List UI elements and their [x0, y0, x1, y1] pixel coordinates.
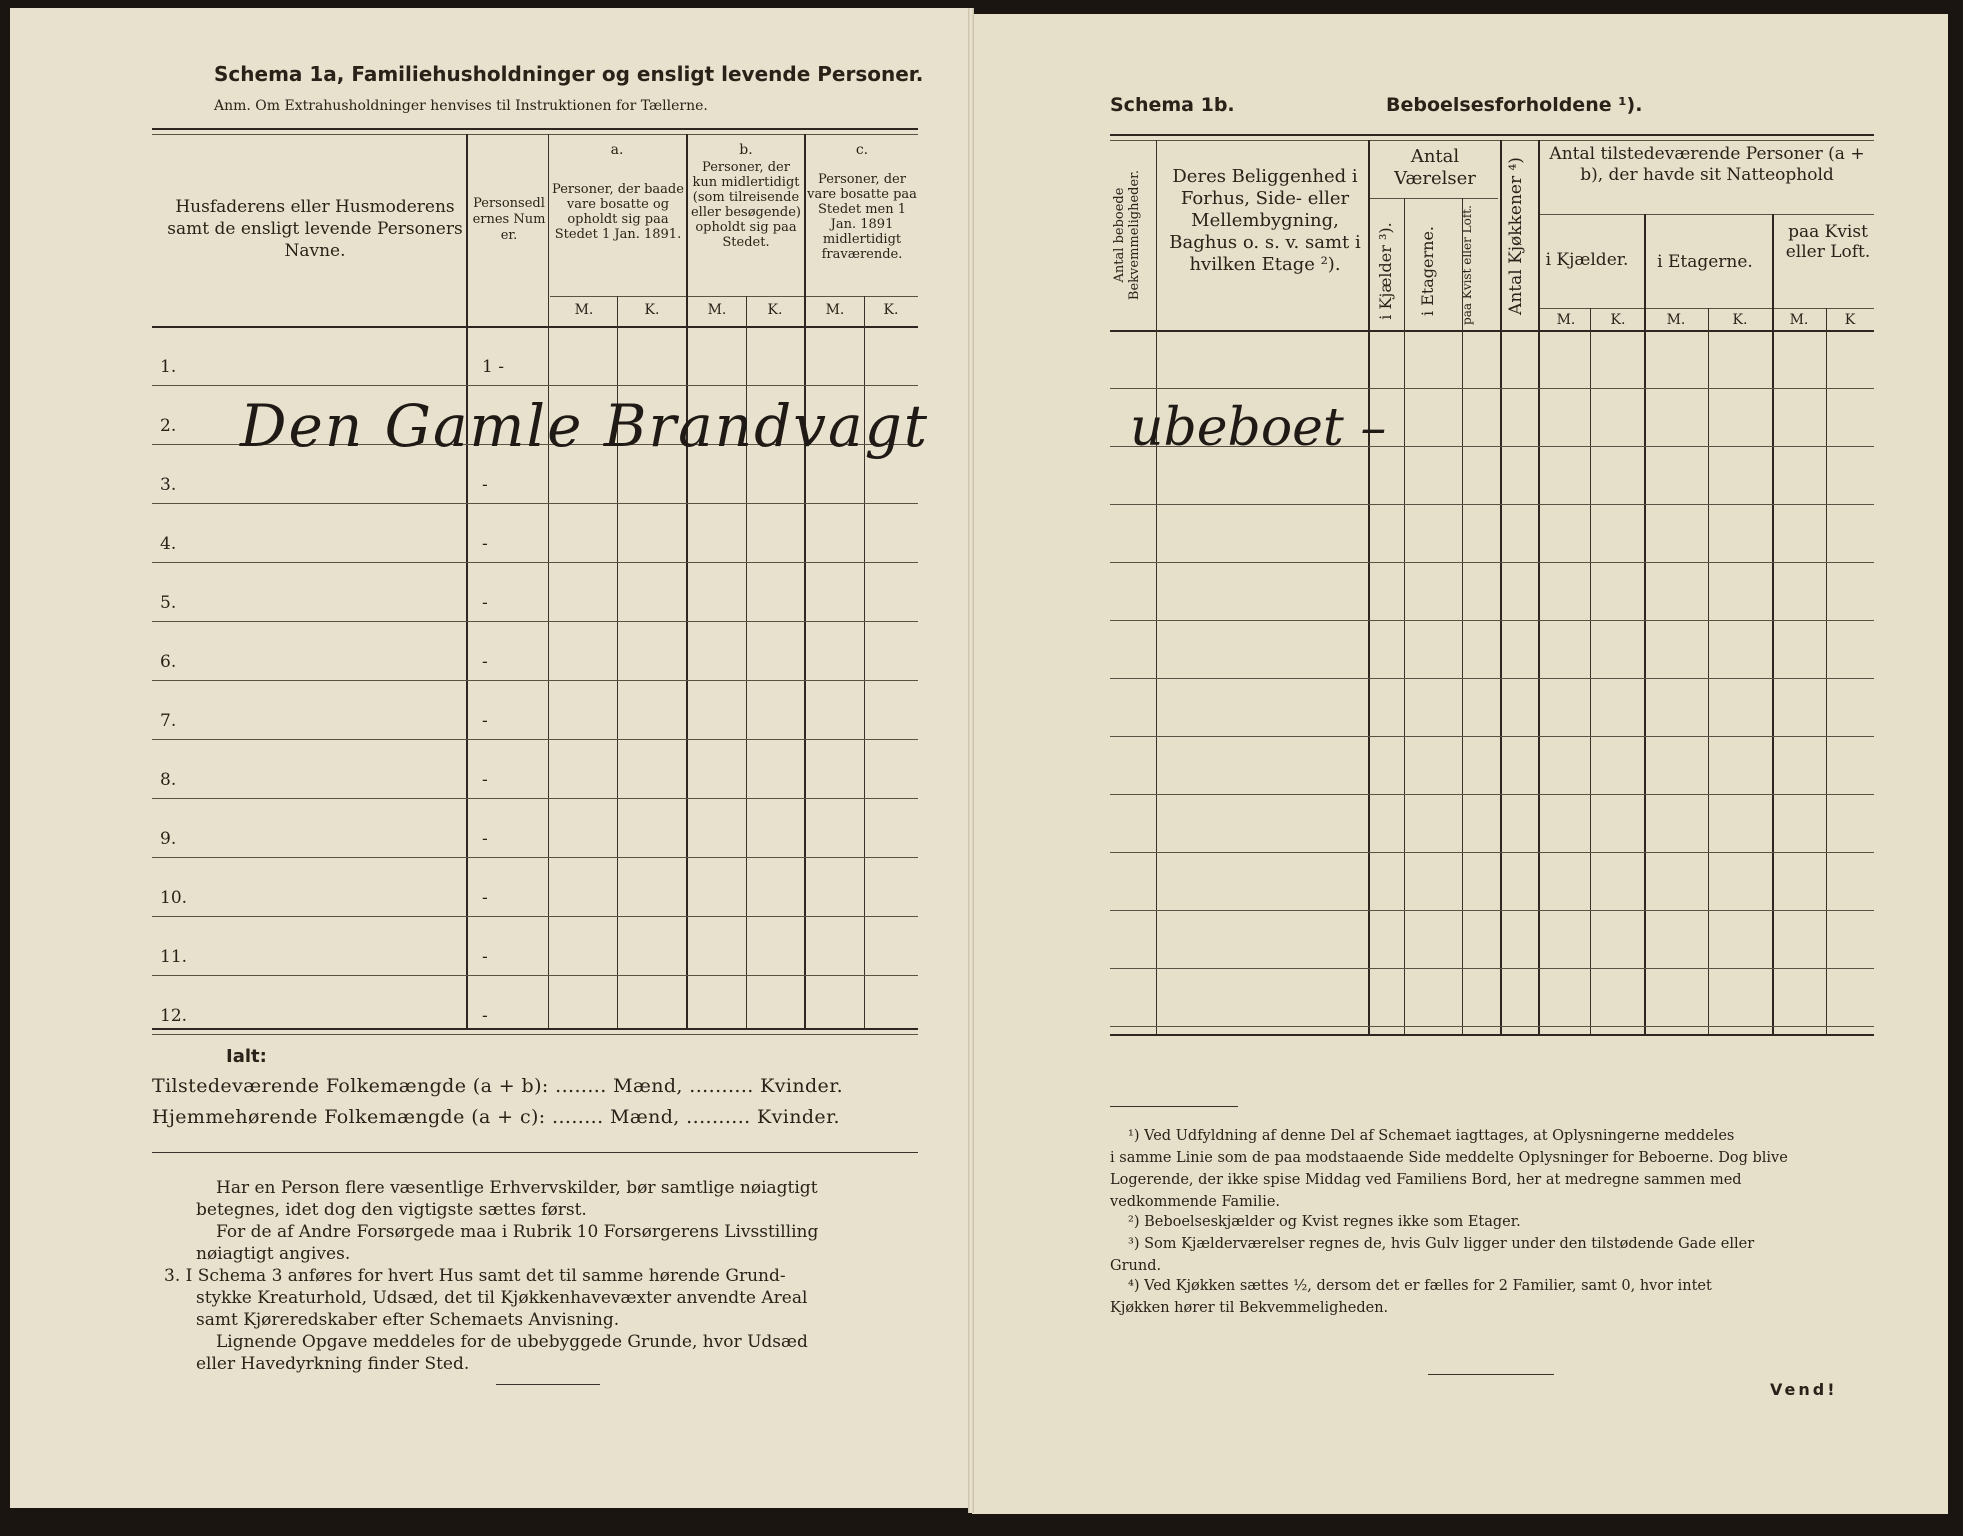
table-row-rule [152, 680, 918, 681]
footnote-line: Logerende, der ikke spise Middag ved Familiens Bord, her at medregne sammen med [1110, 1172, 1742, 1188]
col-antal-bebo-header [1112, 152, 1142, 318]
table-row-rule [1110, 736, 1874, 737]
col-divider [1404, 198, 1405, 1034]
col-divider [1708, 308, 1709, 1034]
footnote-line: ¹) Ved Udfyldning af denne Del af Schemaet iagttages, at Oplysningerne meddeles [1128, 1128, 1735, 1144]
rule [1110, 140, 1874, 141]
vend-label: Vend! [1770, 1380, 1838, 1399]
row-number: 9. [160, 829, 177, 849]
table-row-rule [1110, 968, 1874, 969]
row-personseddel-num: - [482, 652, 488, 672]
col-p3-text: paa Kvist eller Loft. [1785, 222, 1871, 262]
col-p1-text: i Kjælder. [1545, 250, 1629, 270]
mk-label: M. [1556, 312, 1576, 328]
mk-label: M. [1789, 312, 1809, 328]
instruction-line: Lignende Opgave meddeles for de ubebyggede Grunde, hvor Udsæd [216, 1332, 808, 1352]
table-row-rule [1110, 388, 1874, 389]
rule [1540, 214, 1874, 215]
instruction-line: nøiagtigt angives. [196, 1244, 351, 1264]
row-personseddel-num: - [482, 770, 488, 790]
table-row-rule [1110, 852, 1874, 853]
rule [496, 1384, 600, 1385]
handwritten-ubeboet: ubeboet – [1130, 398, 1387, 458]
rule [1110, 330, 1874, 332]
rule [1428, 1374, 1554, 1375]
row-personseddel-num: - [482, 534, 488, 554]
table-row-rule [152, 798, 918, 799]
col-p1-header [1544, 250, 1630, 270]
table-row-rule [152, 621, 918, 622]
rule [1110, 1034, 1874, 1036]
row-number: 4. [160, 534, 177, 554]
rule [152, 1028, 918, 1030]
page-fold [968, 8, 974, 1513]
row-number: 2. [160, 416, 177, 436]
hjemme-line: Hjemmehørende Folkemængde (a + c): ........ Mænd, .......... Kvinder. [152, 1106, 840, 1128]
footnote-line: ³) Som Kjælderværelser regnes de, hvis Gulv ligger under den tilstødende Gade eller [1128, 1236, 1755, 1252]
mk-label: K. [644, 302, 660, 318]
table-row-rule [152, 739, 918, 740]
table-row-rule [152, 562, 918, 563]
col-num-header [472, 196, 546, 244]
col-a-text: Personer, der baade vare bosatte og opholdt sig paa Stedet 1 Jan. 1891. [552, 182, 684, 242]
col-names-header [165, 196, 465, 262]
rule [152, 128, 918, 130]
col-divider [804, 134, 806, 1028]
instruction-line: eller Havedyrkning finder Sted. [196, 1354, 470, 1374]
mk-label: M. [707, 302, 727, 318]
col-num-text: Personsedlernes Numer. [472, 196, 546, 243]
schema-1a-title: Schema 1a, Familiehusholdninger og ensligt levende Personer. [214, 62, 924, 86]
mk-label: K. [1732, 312, 1748, 328]
col-b-text: Personer, der kun midlertidigt (som tilreisende eller besøgende) opholdt sig paa Stedet. [690, 160, 802, 250]
col-divider [1462, 198, 1463, 1034]
col-p2-header [1650, 252, 1760, 272]
footnote-line: Kjøkken hører til Bekvemmeligheden. [1110, 1300, 1389, 1316]
col-kjaelder-header [1376, 216, 1395, 326]
table-row-rule [1110, 794, 1874, 795]
footnote-line: Grund. [1110, 1258, 1162, 1274]
col-pers-text: Antal tilstedeværende Personer (a + b), der havde sit Natteophold [1549, 144, 1865, 185]
rule [1110, 1106, 1238, 1107]
row-personseddel-num: - [482, 711, 488, 731]
instruction-line: 3. I Schema 3 anføres for hvert Hus samt det til samme hørende Grund- [164, 1266, 786, 1286]
instruction-line: Har en Person flere væsentlige Erhvervskilder, bør samtlige nøiagtigt [216, 1178, 818, 1198]
mk-label: K. [1610, 312, 1626, 328]
table-row-rule [152, 916, 918, 917]
row-personseddel-num: - [482, 1006, 488, 1026]
schema-1b-title: Schema 1b. [1110, 94, 1235, 116]
col-belig-header [1160, 166, 1370, 276]
row-number: 3. [160, 475, 177, 495]
ialt-label: Ialt: [226, 1046, 267, 1067]
col-divider [466, 134, 468, 1028]
table-row-rule [1110, 910, 1874, 911]
row-personseddel-num: 1 - [482, 357, 504, 377]
instruction-line: stykke Kreaturhold, Udsæd, det til Kjøkkenhavevæxter anvendte Areal [196, 1288, 808, 1308]
col-b-letter: b. [739, 142, 753, 158]
col-divider [1826, 308, 1827, 1034]
table-row-rule [1110, 1026, 1874, 1027]
col-c-text: Personer, der vare bosatte paa Stedet men 1 Jan. 1891 midlertidigt fraværende. [807, 172, 917, 262]
col-etag-header [1418, 216, 1437, 326]
col-antal-bebo-text: Antal beboede Bekvemmeligheder. [1112, 169, 1142, 301]
row-number: 12. [160, 1006, 188, 1026]
col-kjaelder-text: i Kjælder ³). [1376, 222, 1395, 320]
mk-label: K [1844, 312, 1856, 328]
instruction-line: betegnes, idet dog den vigtigste sættes først. [196, 1200, 587, 1220]
footnote-line: i samme Linie som de paa modstaaende Side meddelte Oplysninger for Beboerne. Dog blive [1110, 1150, 1788, 1166]
col-etag-text: i Etagerne. [1418, 225, 1437, 317]
mk-label: K. [883, 302, 899, 318]
mk-label: K. [767, 302, 783, 318]
rule [1370, 198, 1498, 199]
row-personseddel-num: - [482, 829, 488, 849]
col-vaer-header [1370, 146, 1500, 190]
col-divider [1772, 214, 1774, 1034]
col-kjok-header [1506, 146, 1526, 326]
col-divider [1644, 214, 1646, 1034]
row-number: 10. [160, 888, 188, 908]
col-c-letter: c. [855, 142, 869, 158]
rule [550, 296, 918, 297]
row-number: 5. [160, 593, 177, 613]
footnote-line: ²) Beboelseskjælder og Kvist regnes ikke som Etager. [1128, 1214, 1521, 1230]
table-row-rule [152, 857, 918, 858]
mk-label: M. [825, 302, 845, 318]
footnote-line: ⁴) Ved Kjøkken sættes ½, dersom det er fælles for 2 Familier, samt 0, hvor intet [1128, 1278, 1712, 1294]
col-b-header [688, 160, 804, 250]
table-row-rule [1110, 504, 1874, 505]
rule [1110, 134, 1874, 136]
col-divider [1368, 140, 1370, 1034]
row-personseddel-num: - [482, 475, 488, 495]
row-number: 1. [160, 357, 177, 377]
col-c-header [806, 172, 918, 262]
col-divider [548, 134, 549, 1028]
table-row-rule [152, 385, 918, 386]
table-row-rule [1110, 562, 1874, 563]
row-personseddel-num: - [482, 888, 488, 908]
schema-1b-subtitle: Beboelsesforholdene ¹). [1386, 94, 1643, 116]
col-divider [1590, 308, 1591, 1034]
col-kjok-text: Antal Kjøkkener ⁴) [1506, 157, 1526, 315]
col-divider [1156, 140, 1157, 1034]
col-a-header [552, 182, 684, 242]
col-p3-header [1780, 222, 1876, 262]
row-number: 6. [160, 652, 177, 672]
col-names-text: Husfaderens eller Husmoderens samt de ensligt levende Personers Navne. [167, 197, 463, 261]
row-number: 11. [160, 947, 188, 967]
table-row-rule [1110, 620, 1874, 621]
col-p2-text: i Etagerne. [1657, 252, 1753, 272]
rule [152, 1152, 918, 1153]
handwritten-name: Den Gamle Brandvagt [240, 392, 930, 460]
col-belig-text: Deres Beliggenhed i Forhus, Side- eller Mellembygning, Baghus o. s. v. samt i hvilken Etage ²). [1169, 166, 1361, 275]
instruction-line: For de af Andre Forsørgede maa i Rubrik 10 Forsørgerens Livsstilling [216, 1222, 819, 1242]
col-kvist-text: paa Kvist eller Loft. [1460, 205, 1474, 325]
row-personseddel-num: - [482, 593, 488, 613]
row-personseddel-num: - [482, 947, 488, 967]
table-row-rule [152, 1034, 918, 1035]
col-divider [686, 134, 688, 1028]
row-number: 8. [160, 770, 177, 790]
mk-label: M. [574, 302, 594, 318]
col-vaer-text: Antal Værelser [1394, 146, 1476, 189]
table-row-rule [152, 503, 918, 504]
col-divider [1538, 140, 1540, 1034]
schema-1a-note: Anm. Om Extrahusholdninger henvises til Instruktionen for Tællerne. [214, 98, 708, 114]
table-row-rule [1110, 678, 1874, 679]
tilsted-line: Tilstedeværende Folkemængde (a + b): ........ Mænd, .......... Kvinder. [152, 1075, 844, 1097]
col-a-letter: a. [610, 142, 624, 158]
instruction-line: samt Kjøreredskaber efter Schemaets Anvisning. [196, 1310, 620, 1330]
row-number: 7. [160, 711, 177, 731]
footnote-line: vedkommende Familie. [1110, 1194, 1281, 1210]
mk-label: M. [1666, 312, 1686, 328]
table-row-rule [152, 975, 918, 976]
col-divider [1500, 140, 1502, 1034]
col-pers-header [1540, 144, 1874, 186]
